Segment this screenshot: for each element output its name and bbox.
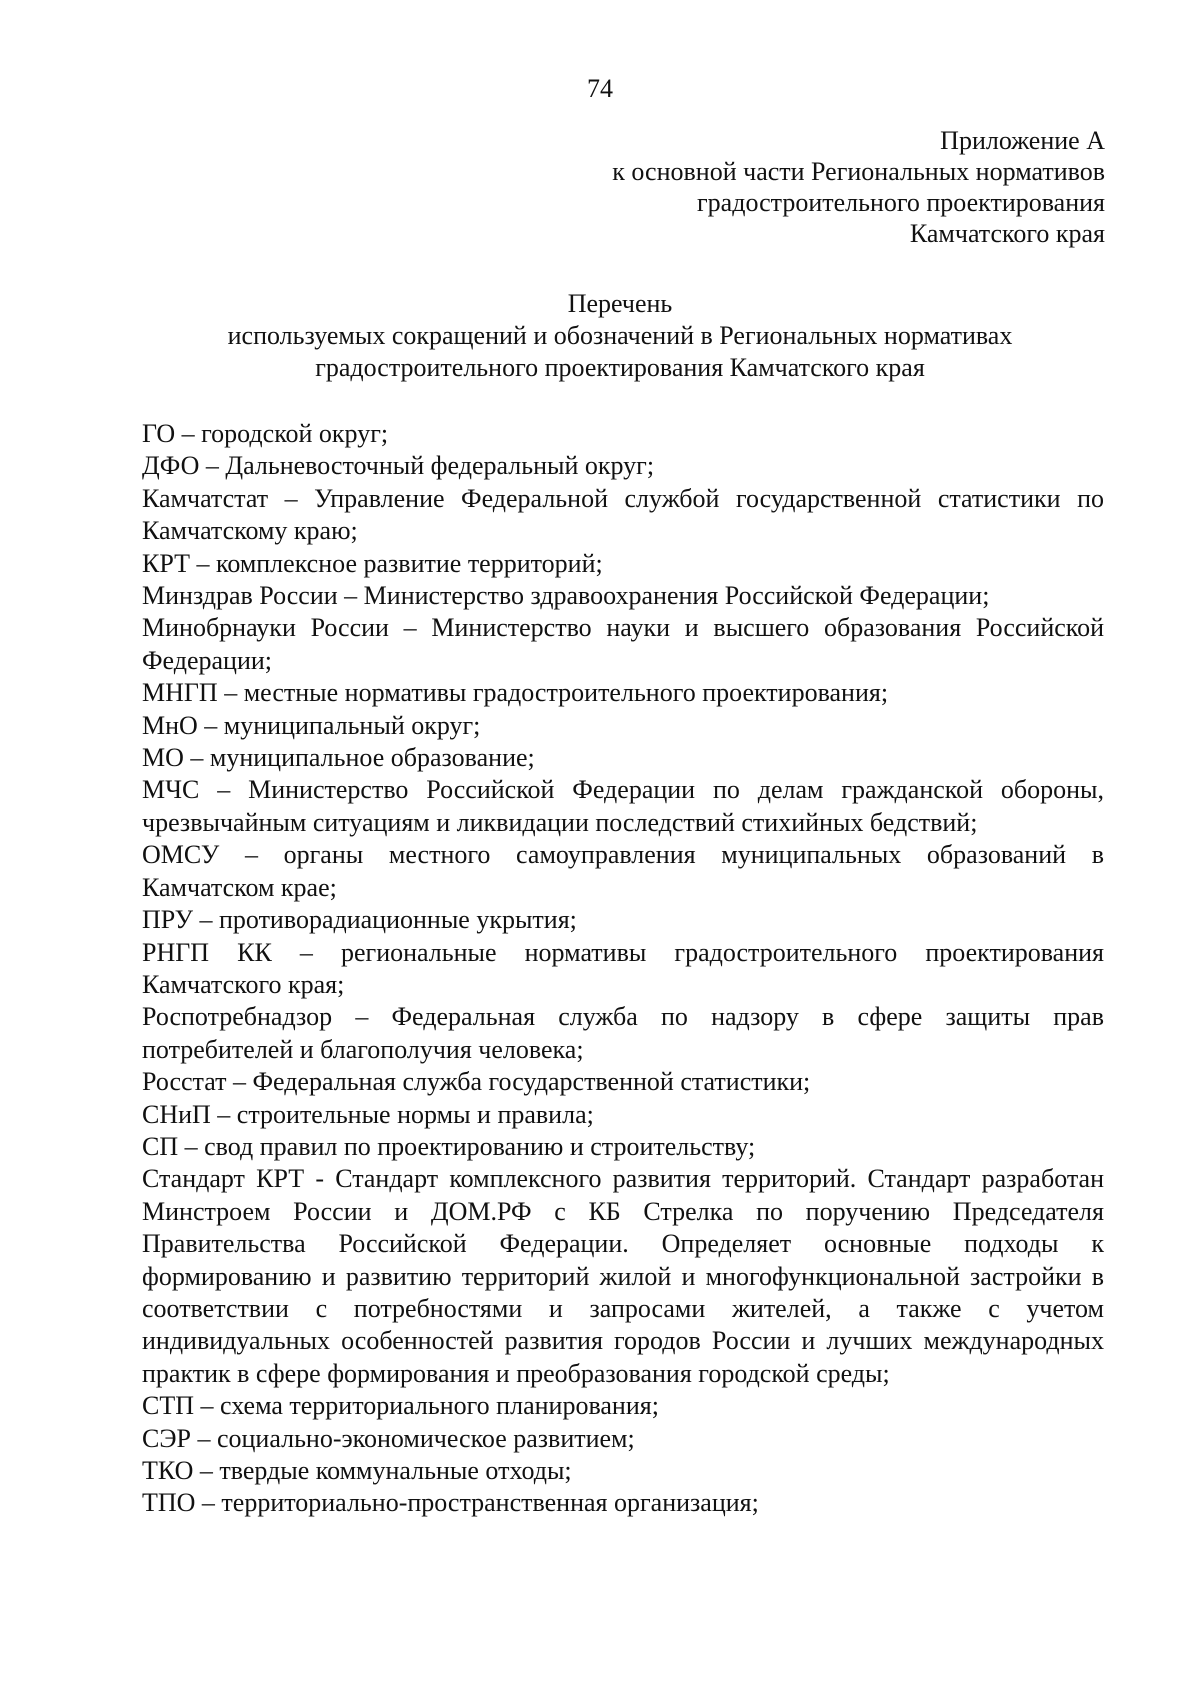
abbreviation-entry: КРТ – комплексное развитие территорий; [142,548,603,578]
page-number: 74 [587,74,613,103]
abbreviation-entry: ТКО – твердые коммунальные отходы; [142,1456,572,1485]
appendix-header [405,125,1105,249]
title-heading: Перечень [567,289,673,318]
abbreviation-entry: Минздрав России – Министерство здравоохранения Российской Федерации; [142,581,990,611]
abbreviation-entry: Камчатстат – Управление Федеральной службой государственной статистики по Камчатскому краю; [142,483,1104,546]
document-title [140,288,1100,384]
abbreviation-entry: МНГП – местные нормативы градостроительного проектирования; [142,678,889,708]
abbreviation-entry: РНГП КК – региональные нормативы градостроительного проектирования Камчатского края; [142,937,1104,999]
abbreviation-entry: СНиП – строительные нормы и правила; [142,1099,594,1129]
abbreviation-entry: СП – свод правил по проектированию и строительству; [142,1131,756,1161]
appendix-line: Камчатского края [909,219,1105,248]
abbreviation-entry: Роспотребнадзор – Федеральная служба по надзору в сфере защиты прав потребителей и благополучия человека; [142,1002,1104,1064]
abbreviation-entry: МнО – муниципальный округ; [142,710,481,740]
abbreviation-entry: ГО – городской округ; [142,419,389,448]
abbreviation-entry: Росстат – Федеральная служба государственной статистики; [142,1067,811,1097]
abbreviation-entry: ОМСУ – органы местного самоуправления муниципальных образований в Камчатском крае; [142,840,1104,902]
abbreviation-entry: ТПО – территориально-пространственная организация; [142,1488,759,1518]
title-line: используемых сокращений и обозначений в Региональных нормативах [227,321,1013,350]
appendix-line: градостроительного проектирования [697,188,1105,217]
abbreviation-entry: Минобрнауки России – Министерство науки и высшего образования Российской Федерации; [142,613,1104,675]
abbreviation-entry: ПРУ – противорадиационные укрытия; [142,905,577,935]
abbreviation-entry: Стандарт КРТ - Стандарт комплексного развития территорий. Стандарт разработан Минстроем России и ДОМ.РФ с КБ Стрелка по поручению Председателя Правительства Российской Федерации. Определяет основные подходы к формированию и развитию территорий жилой и многофункциональной застройки в соответствии с потребностями и запросами жителей, а также с учетом индивидуальных особенностей развития городов России и лучших международных практик в сфере формирования и преобразования городской среды; [142,1164,1104,1388]
title-line: градостроительного проектирования Камчатского края [315,353,925,382]
appendix-line: к основной части Региональных нормативов [612,157,1105,186]
abbreviation-list [142,418,1104,1520]
abbreviation-entry: СЭР – социально-экономическое развитием; [142,1423,635,1453]
abbreviation-entry: ДФО – Дальневосточный федеральный округ; [142,451,655,481]
abbreviation-entry: СТП – схема территориального планирования; [142,1391,659,1421]
abbreviation-entry: МЧС – Министерство Российской Федерации по делам гражданской обороны, чрезвычайным ситуациям и ликвидации последствий стихийных бедствий; [142,775,1104,837]
abbreviation-entry: МО – муниципальное образование; [142,743,535,773]
appendix-label: Приложение А [940,126,1105,155]
